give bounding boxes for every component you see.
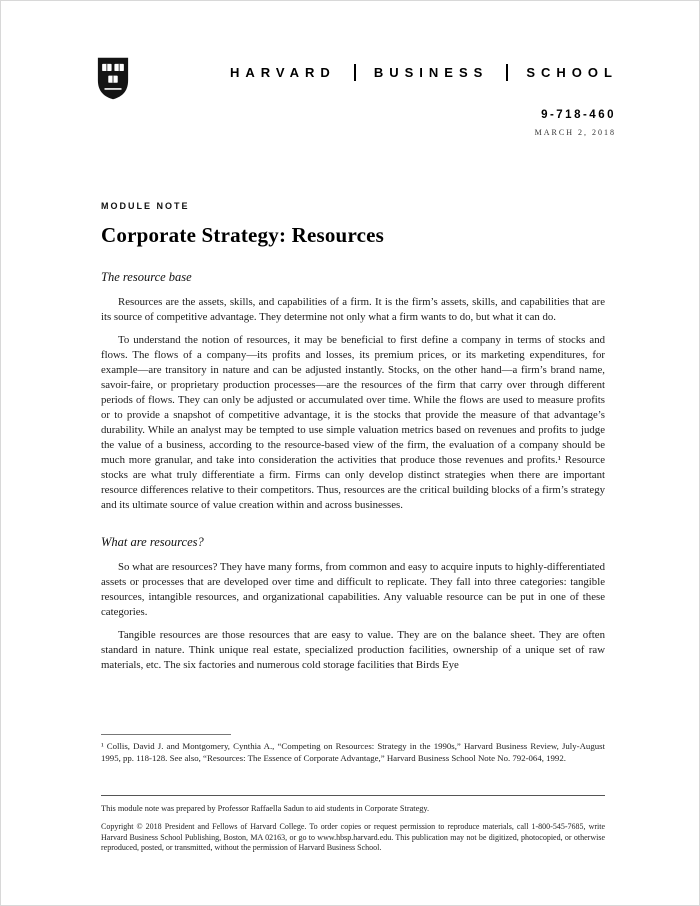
harvard-shield-icon: [96, 55, 130, 102]
attribution-note: This module note was prepared by Professor Raffaella Sadun to aid students in Corporate Strategy.: [101, 804, 430, 813]
section-heading-resource-base: The resource base: [101, 270, 192, 284]
module-note-label: MODULE NOTE: [101, 201, 190, 211]
footer-divider: [101, 795, 605, 796]
page-title: Corporate Strategy: Resources: [101, 223, 384, 247]
section-heading-what-are-resources: What are resources?: [101, 535, 204, 549]
wordmark-divider-icon: [506, 64, 508, 81]
wordmark-school: SCHOOL: [526, 64, 618, 80]
footnote-separator: [101, 734, 231, 735]
page-footer: [101, 795, 605, 854]
footnote-block: [101, 734, 605, 764]
school-wordmark: [230, 63, 618, 81]
wordmark-divider-icon: [354, 64, 356, 81]
wordmark-harvard: HARVARD: [230, 64, 336, 80]
wordmark-business: BUSINESS: [373, 64, 489, 80]
body-paragraph: Tangible resources are those resources that are easy to value. They are on the balance sheet. They are often standard in nature. Think unique real estate, specialized production facilities, ownership of a unique set of raw materials, etc. The six factories and numerous cold storage facilities that Birds Eye: [101, 629, 605, 671]
document-number: 9-718-460: [541, 109, 616, 121]
document-meta: [535, 109, 616, 137]
copyright-text: Copyright © 2018 President and Fellows of Harvard College. To order copies or request permission to reproduce materials, call 1-800-545-7685, write Harvard Business School Publishing, Boston, MA 02163, or go to www.hbsp.harvard.edu. This publication may not be digitized, photocopied, or otherwise reproduced, posted, or transmitted, without the permission of Harvard Business School.: [101, 822, 605, 853]
document-date: MARCH 2, 2018: [534, 128, 616, 137]
footnote-text: ¹ Collis, David J. and Montgomery, Cynthia A., “Competing on Resources: Strategy in the 1990s,” Harvard Business Review, July-August 1995, pp. 118-128. See also, “Resources: The Essence of Corporate Advantage,” Harvard Business School Note No. 792-064, 1992.: [101, 741, 605, 763]
body-paragraph: Resources are the assets, skills, and capabilities of a firm. It is the firm’s assets, skills, and capabilities that are its source of competitive advantage. They determine not only what a firm wants to do, but what it can do.: [101, 296, 605, 323]
body-paragraph: To understand the notion of resources, it may be beneficial to first define a company in terms of stocks and flows. The flows of a company—its profits and losses, its premium prices, or its marketing expenditures, for example—are transitory in nature and can be adjusted instantly. Stocks, on the other hand—a firm’s brand name, savoir-faire, or proprietary production processes—are the resources of the firm that carry over through different periods of flows. They can only be adjusted or accumulated over time. While the flows are used to measure profits or to provide a snapshot of competitive advantage, it is the stocks that provide the measure of that advantage’s durability. While an analyst may be tempted to use simple valuation metrics based on revenues and profits to judge the value of a business, according to the resource-based view of the firm, the evaluation of a company should be much more granular, and take into consideration the activities that produce those revenues and profits.¹ Resource stocks are what truly differentiate a firm. Firms can only develop distinct strategies when there are important resource differences relative to their competitors. Thus, resources are the critical building blocks of a firm’s strategy and its ultimate source of value creation within and across businesses.: [101, 334, 605, 511]
document-body: [101, 201, 605, 681]
body-paragraph: So what are resources? They have many forms, from common and easy to acquire inputs to highly-differentiated assets or processes that are developed over time and difficult to replicate. They fall into three categories: tangible resources, intangible resources, and organizational capabilities. Any valuable resource can be put in one of these categories.: [101, 561, 605, 618]
